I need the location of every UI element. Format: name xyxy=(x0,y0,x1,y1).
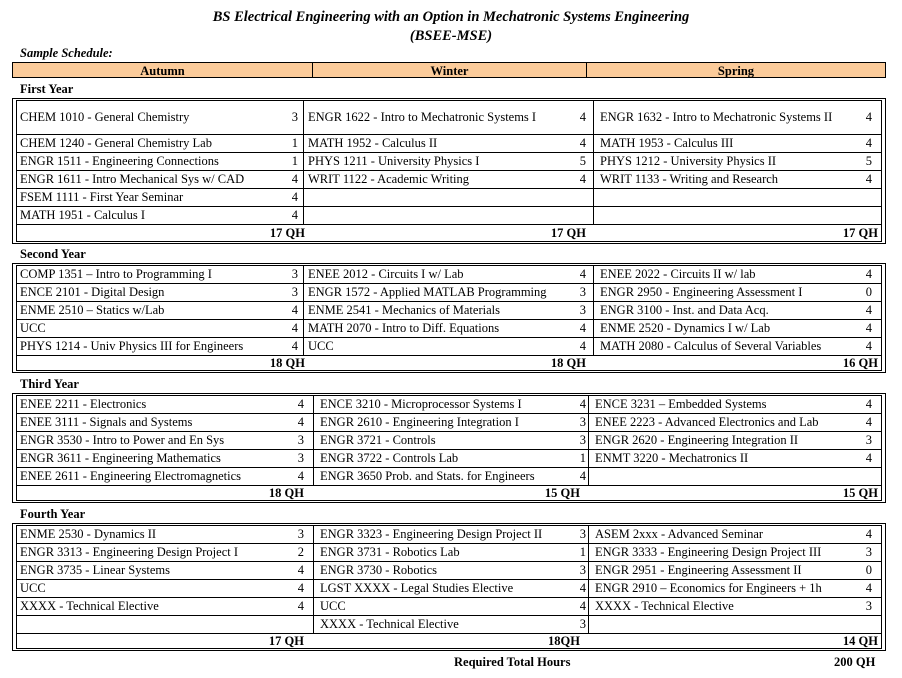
course-name: FSEM 1111 - First Year Seminar xyxy=(20,189,184,204)
course-name: ENEE 2022 - Circuits II w/ lab xyxy=(600,266,756,281)
course-name: ENCE 2101 - Digital Design xyxy=(20,284,165,299)
course-credits: 4 xyxy=(865,135,872,150)
course-name: MATH 1952 - Calculus II xyxy=(308,135,438,150)
course-name: ASEM 2xxx - Advanced Seminar xyxy=(595,526,764,541)
course-credits: 4 xyxy=(865,302,872,317)
course-name: ENME 2541 - Mechanics of Materials xyxy=(308,302,500,317)
column-divider xyxy=(593,265,594,355)
course-credits: 4 xyxy=(865,396,872,411)
course-name: UCC xyxy=(20,320,46,335)
course-name: MATH 2070 - Intro to Diff. Equations xyxy=(308,320,500,335)
course-name: ENGR 3650 Prob. and Stats. for Engineers xyxy=(320,468,535,483)
course-credits: 4 xyxy=(579,338,586,353)
course-name: ENGR 2950 - Engineering Assessment I xyxy=(600,284,803,299)
course-name: MATH 1953 - Calculus III xyxy=(600,135,734,150)
course-name: XXXX - Technical Elective xyxy=(20,598,159,613)
course-credits: 4 xyxy=(297,468,304,483)
column-divider xyxy=(588,395,589,485)
term-total: 14 QH xyxy=(842,633,878,648)
course-name: ENGR 1632 - Intro to Mechatronic Systems II xyxy=(600,109,833,124)
year-label: Fourth Year xyxy=(20,507,86,521)
course-credits: 4 xyxy=(579,266,586,281)
course-name: CHEM 1240 - General Chemistry Lab xyxy=(20,135,212,150)
page-subtitle: (BSEE-MSE) xyxy=(409,28,493,44)
course-name: ENGR 3323 - Engineering Design Project II xyxy=(320,526,543,541)
course-credits: 4 xyxy=(297,580,304,595)
course-name: ENGR 3721 - Controls xyxy=(320,432,436,447)
required-total-value: 200 QH xyxy=(834,655,876,669)
course-credits: 4 xyxy=(579,171,586,186)
column-divider xyxy=(303,265,304,355)
term-total: 18QH xyxy=(548,633,580,648)
course-credits: 3 xyxy=(579,526,586,541)
course-name: ENGR 3611 - Engineering Mathematics xyxy=(20,450,221,465)
column-divider xyxy=(593,100,594,224)
course-credits: 4 xyxy=(297,414,304,429)
course-credits: 4 xyxy=(865,526,872,541)
course-name: ENGR 1622 - Intro to Mechatronic Systems I xyxy=(308,109,537,124)
column-divider xyxy=(313,525,314,633)
course-name: ENEE 2211 - Electronics xyxy=(20,396,147,411)
course-credits: 4 xyxy=(579,396,586,411)
course-credits: 3 xyxy=(291,284,298,299)
table-row xyxy=(16,355,882,356)
course-name: ENGR 2620 - Engineering Integration II xyxy=(595,432,799,447)
course-credits: 3 xyxy=(579,302,586,317)
header-winter: Winter xyxy=(312,62,587,78)
course-credits: 3 xyxy=(291,266,298,281)
course-credits: 4 xyxy=(291,189,298,204)
course-credits: 4 xyxy=(291,302,298,317)
column-divider xyxy=(313,395,314,485)
course-name: ENGR 3530 - Intro to Power and En Sys xyxy=(20,432,225,447)
course-name: ENGR 2910 – Economics for Engineers + 1h xyxy=(595,580,822,595)
page-title: BS Electrical Engineering with an Option in Mechatronic Systems Engineering xyxy=(212,9,690,25)
course-credits: 3 xyxy=(297,526,304,541)
course-name: ENEE 2012 - Circuits I w/ Lab xyxy=(308,266,464,281)
course-credits: 0 xyxy=(865,284,872,299)
term-total: 18 QH xyxy=(268,485,304,500)
term-total: 18 QH xyxy=(550,355,586,370)
header-spring: Spring xyxy=(586,62,886,78)
course-name: ENCE 3231 – Embedded Systems xyxy=(595,396,767,411)
course-credits: 3 xyxy=(579,414,586,429)
course-name: MATH 2080 - Calculus of Several Variables xyxy=(600,338,822,353)
course-credits: 4 xyxy=(579,109,586,124)
course-credits: 3 xyxy=(579,284,586,299)
sample-schedule-label: Sample Schedule: xyxy=(20,46,113,60)
course-credits: 1 xyxy=(291,135,298,150)
course-credits: 4 xyxy=(297,562,304,577)
header-autumn: Autumn xyxy=(12,62,313,78)
course-credits: 4 xyxy=(579,468,586,483)
course-name: UCC xyxy=(320,598,346,613)
course-name: ENGR 3100 - Inst. and Data Acq. xyxy=(600,302,769,317)
course-credits: 4 xyxy=(865,266,872,281)
year-label: First Year xyxy=(20,82,74,96)
term-total: 17 QH xyxy=(550,225,586,240)
course-credits: 4 xyxy=(579,580,586,595)
course-credits: 4 xyxy=(291,171,298,186)
course-credits: 4 xyxy=(291,338,298,353)
course-credits: 3 xyxy=(579,616,586,631)
table-row xyxy=(16,633,882,634)
table-row xyxy=(16,224,882,225)
term-total: 18 QH xyxy=(269,355,305,370)
course-credits: 4 xyxy=(291,320,298,335)
course-credits: 3 xyxy=(297,450,304,465)
required-total-label: Required Total Hours xyxy=(454,655,571,669)
course-name: ENME 2530 - Dynamics II xyxy=(20,526,157,541)
course-name: ENGR 3313 - Engineering Design Project I xyxy=(20,544,239,559)
term-total: 15 QH xyxy=(842,485,878,500)
course-credits: 3 xyxy=(291,109,298,124)
course-name: ENME 2520 - Dynamics I w/ Lab xyxy=(600,320,771,335)
course-name: ENME 2510 – Statics w/Lab xyxy=(20,302,165,317)
course-credits: 1 xyxy=(291,153,298,168)
course-name: ENGR 3730 - Robotics xyxy=(320,562,438,577)
course-credits: 4 xyxy=(865,450,872,465)
course-name: CHEM 1010 - General Chemistry xyxy=(20,109,190,124)
course-name: ENCE 3210 - Microprocessor Systems I xyxy=(320,396,522,411)
course-credits: 3 xyxy=(579,432,586,447)
course-credits: 0 xyxy=(865,562,872,577)
course-name: LGST XXXX - Legal Studies Elective xyxy=(320,580,514,595)
course-credits: 4 xyxy=(865,320,872,335)
course-name: ENEE 2223 - Advanced Electronics and Lab xyxy=(595,414,819,429)
term-total: 17 QH xyxy=(268,633,304,648)
course-name: ENGR 3722 - Controls Lab xyxy=(320,450,459,465)
course-name: ENGR 3731 - Robotics Lab xyxy=(320,544,460,559)
course-credits: 1 xyxy=(579,450,586,465)
course-credits: 3 xyxy=(579,562,586,577)
course-name: MATH 1951 - Calculus I xyxy=(20,207,145,222)
course-name: ENGR 1511 - Engineering Connections xyxy=(20,153,219,168)
course-credits: 4 xyxy=(297,396,304,411)
course-credits: 4 xyxy=(865,109,872,124)
course-credits: 3 xyxy=(297,432,304,447)
course-name: UCC xyxy=(20,580,46,595)
course-credits: 1 xyxy=(579,544,586,559)
course-credits: 4 xyxy=(291,207,298,222)
course-name: ENGR 1611 - Intro Mechanical Sys w/ CAD xyxy=(20,171,245,186)
course-credits: 4 xyxy=(579,320,586,335)
course-name: PHYS 1212 - University Physics II xyxy=(600,153,777,168)
table-row xyxy=(16,485,882,486)
term-total: 17 QH xyxy=(842,225,878,240)
course-name: ENGR 3735 - Linear Systems xyxy=(20,562,170,577)
course-credits: 4 xyxy=(865,338,872,353)
column-divider xyxy=(303,100,304,224)
course-credits: 5 xyxy=(865,153,872,168)
column-divider xyxy=(588,525,589,633)
course-name: PHYS 1214 - Univ Physics III for Engineers xyxy=(20,338,244,353)
term-total: 15 QH xyxy=(544,485,580,500)
course-credits: 3 xyxy=(865,432,872,447)
course-credits: 4 xyxy=(579,135,586,150)
term-total: 17 QH xyxy=(269,225,305,240)
course-credits: 3 xyxy=(865,598,872,613)
course-name: WRIT 1133 - Writing and Research xyxy=(600,171,779,186)
course-name: XXXX - Technical Elective xyxy=(320,616,459,631)
course-credits: 5 xyxy=(579,153,586,168)
course-name: ENGR 1572 - Applied MATLAB Programming xyxy=(308,284,547,299)
course-name: ENEE 3111 - Signals and Systems xyxy=(20,414,193,429)
course-credits: 4 xyxy=(865,414,872,429)
course-name: ENEE 2611 - Engineering Electromagnetics xyxy=(20,468,241,483)
course-credits: 4 xyxy=(865,580,872,595)
table-row xyxy=(16,206,882,207)
course-credits: 3 xyxy=(865,544,872,559)
course-credits: 4 xyxy=(297,598,304,613)
course-name: ENGR 2610 - Engineering Integration I xyxy=(320,414,519,429)
course-name: COMP 1351 – Intro to Programming I xyxy=(20,266,212,281)
course-name: WRIT 1122 - Academic Writing xyxy=(308,171,470,186)
term-total: 16 QH xyxy=(842,355,878,370)
course-credits: 4 xyxy=(865,171,872,186)
course-credits: 2 xyxy=(297,544,304,559)
year-label: Third Year xyxy=(20,377,79,391)
course-name: UCC xyxy=(308,338,334,353)
course-name: ENGR 3333 - Engineering Design Project III xyxy=(595,544,822,559)
course-name: ENMT 3220 - Mechatronics II xyxy=(595,450,749,465)
course-name: XXXX - Technical Elective xyxy=(595,598,734,613)
year-label: Second Year xyxy=(20,247,86,261)
course-name: ENGR 2951 - Engineering Assessment II xyxy=(595,562,802,577)
course-credits: 4 xyxy=(579,598,586,613)
course-name: PHYS 1211 - University Physics I xyxy=(308,153,480,168)
